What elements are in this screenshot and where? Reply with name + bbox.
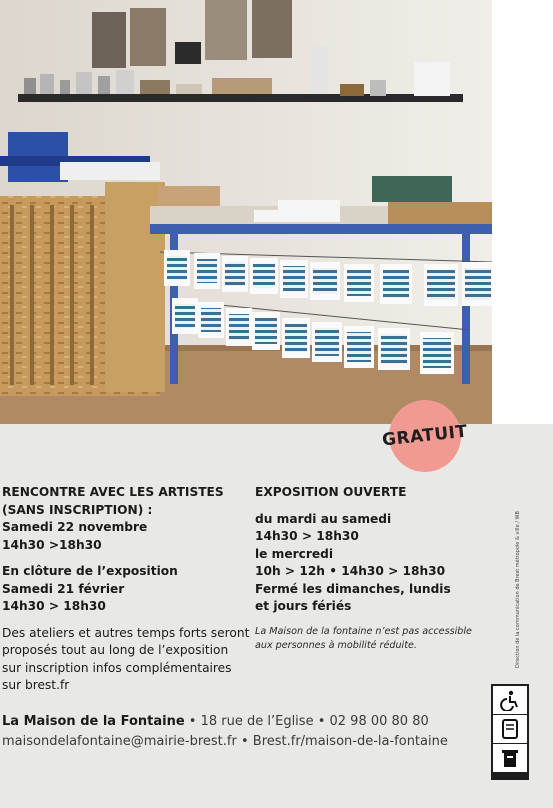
weekday-range: du mardi au samedi — [255, 511, 392, 526]
closed-days: Fermé les dimanches, lundis — [255, 581, 451, 596]
free-badge-label: GRATUIT — [381, 421, 469, 451]
icon-stack — [491, 684, 529, 780]
artists-meeting-subtitle: (SANS INSCRIPTION) : — [2, 502, 153, 517]
meeting-date-1: Samedi 22 novembre — [2, 520, 148, 534]
tablet-icon — [493, 715, 527, 743]
description-line: sur inscription infos complémentaires — [2, 660, 232, 675]
venue-name: La Maison de la Fontaine — [2, 714, 185, 729]
free-badge — [381, 400, 469, 472]
meeting-time-2: 14h30 > 18h30 — [2, 599, 106, 613]
venue-footer — [2, 712, 448, 752]
wednesday-hours: 10h > 12h • 14h30 > 18h30 — [255, 564, 446, 578]
meeting-date-2: Samedi 21 février — [2, 581, 125, 596]
wheelchair-accessible-icon — [493, 686, 527, 714]
side-credit: Direction de la communication de Brest métropole & ville / WB — [515, 511, 521, 668]
artists-meeting-title: RENCONTRE AVEC LES ARTISTES — [2, 485, 224, 499]
venue-address: • 18 rue de l’Eglise • 02 98 00 80 80 — [184, 714, 429, 729]
description-line: Des ateliers et autres temps forts seront — [2, 625, 250, 640]
artists-meeting-section — [2, 484, 252, 695]
accessibility-note: La Maison de la fontaine n’est pas accessible — [255, 625, 472, 637]
wednesday-label: le mercredi — [255, 546, 334, 561]
venue-contact-web: maisondelafontaine@mairie-brest.fr • Brest.fr/maison-de-la-fontaine — [2, 734, 448, 749]
workshop-photo — [0, 0, 492, 424]
workshop-photo-illustration — [0, 0, 492, 424]
closing-label: En clôture de l’exposition — [2, 564, 178, 578]
opening-hours-section — [255, 484, 485, 653]
meeting-time-1: 14h30 >18h30 — [2, 537, 102, 552]
description-line: proposés tout au long de l’exposition — [2, 643, 229, 657]
closed-days-2: et jours fériés — [255, 599, 352, 613]
weekday-hours: 14h30 > 18h30 — [255, 529, 359, 543]
description-line: sur brest.fr — [2, 678, 70, 692]
accessibility-note-2: aux personnes à mobilité réduite. — [255, 639, 417, 651]
opening-hours-title: EXPOSITION OUVERTE — [255, 485, 407, 499]
trash-bin-icon — [493, 744, 527, 772]
